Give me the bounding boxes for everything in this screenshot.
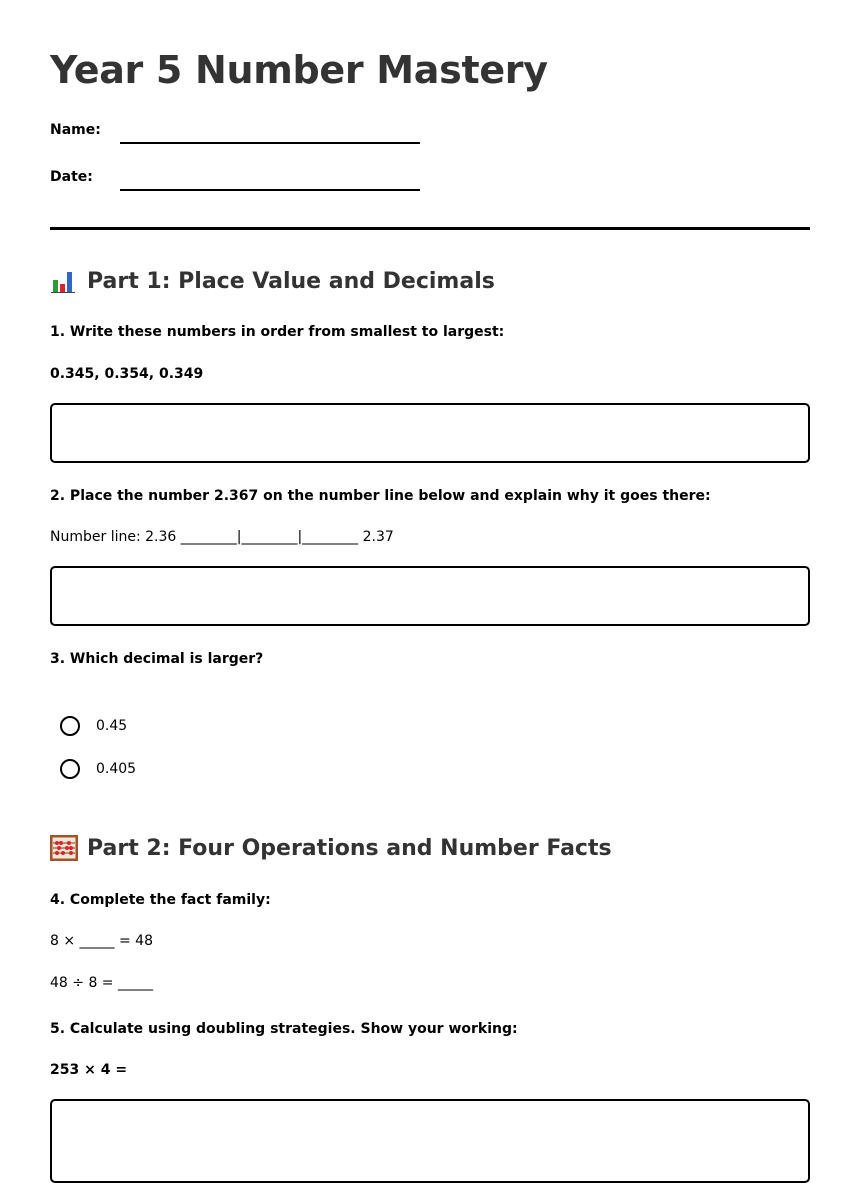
q1-answer-box[interactable] — [50, 403, 810, 463]
q1-numbers: 0.345, 0.354, 0.349 — [50, 366, 204, 382]
part1-heading — [50, 268, 495, 294]
q5-expression: 253 × 4 = — [50, 1062, 128, 1078]
bar-chart-icon — [50, 268, 76, 294]
name-label: Name: — [50, 122, 101, 138]
name-field-row — [50, 122, 450, 162]
part1-heading-text: Part 1: Place Value and Decimals — [87, 268, 495, 294]
abacus-icon — [50, 835, 76, 861]
header-divider — [50, 227, 810, 230]
q1-prompt: 1. Write these numbers in order from smallest to largest: — [50, 324, 505, 340]
q3-option-label: 0.405 — [96, 761, 137, 777]
date-field-row — [50, 169, 450, 209]
q2-answer-box[interactable] — [50, 566, 810, 626]
q2-prompt: 2. Place the number 2.367 on the number line below and explain why it goes there: — [50, 488, 711, 504]
q3-prompt: 3. Which decimal is larger? — [50, 651, 264, 667]
q3-option-1[interactable] — [60, 756, 136, 782]
q4-prompt: 4. Complete the fact family: — [50, 892, 271, 908]
page-title: Year 5 Number Mastery — [50, 48, 548, 92]
part2-heading — [50, 835, 612, 861]
q4-line-1: 8 × _____ = 48 — [50, 933, 153, 949]
q5-answer-box[interactable] — [50, 1099, 810, 1183]
q2-number-line: Number line: 2.36 ________|________|________ 2.37 — [50, 529, 394, 545]
name-field[interactable] — [120, 142, 420, 144]
q3-option-label: 0.45 — [96, 718, 128, 734]
radio-button[interactable] — [60, 759, 80, 779]
part2-heading-text: Part 2: Four Operations and Number Facts — [87, 835, 612, 861]
date-label: Date: — [50, 169, 93, 185]
q3-option-0[interactable] — [60, 713, 127, 739]
q4-line-2: 48 ÷ 8 = _____ — [50, 975, 153, 991]
radio-button[interactable] — [60, 716, 80, 736]
date-field[interactable] — [120, 189, 420, 191]
q5-prompt: 5. Calculate using doubling strategies. Show your working: — [50, 1021, 518, 1037]
